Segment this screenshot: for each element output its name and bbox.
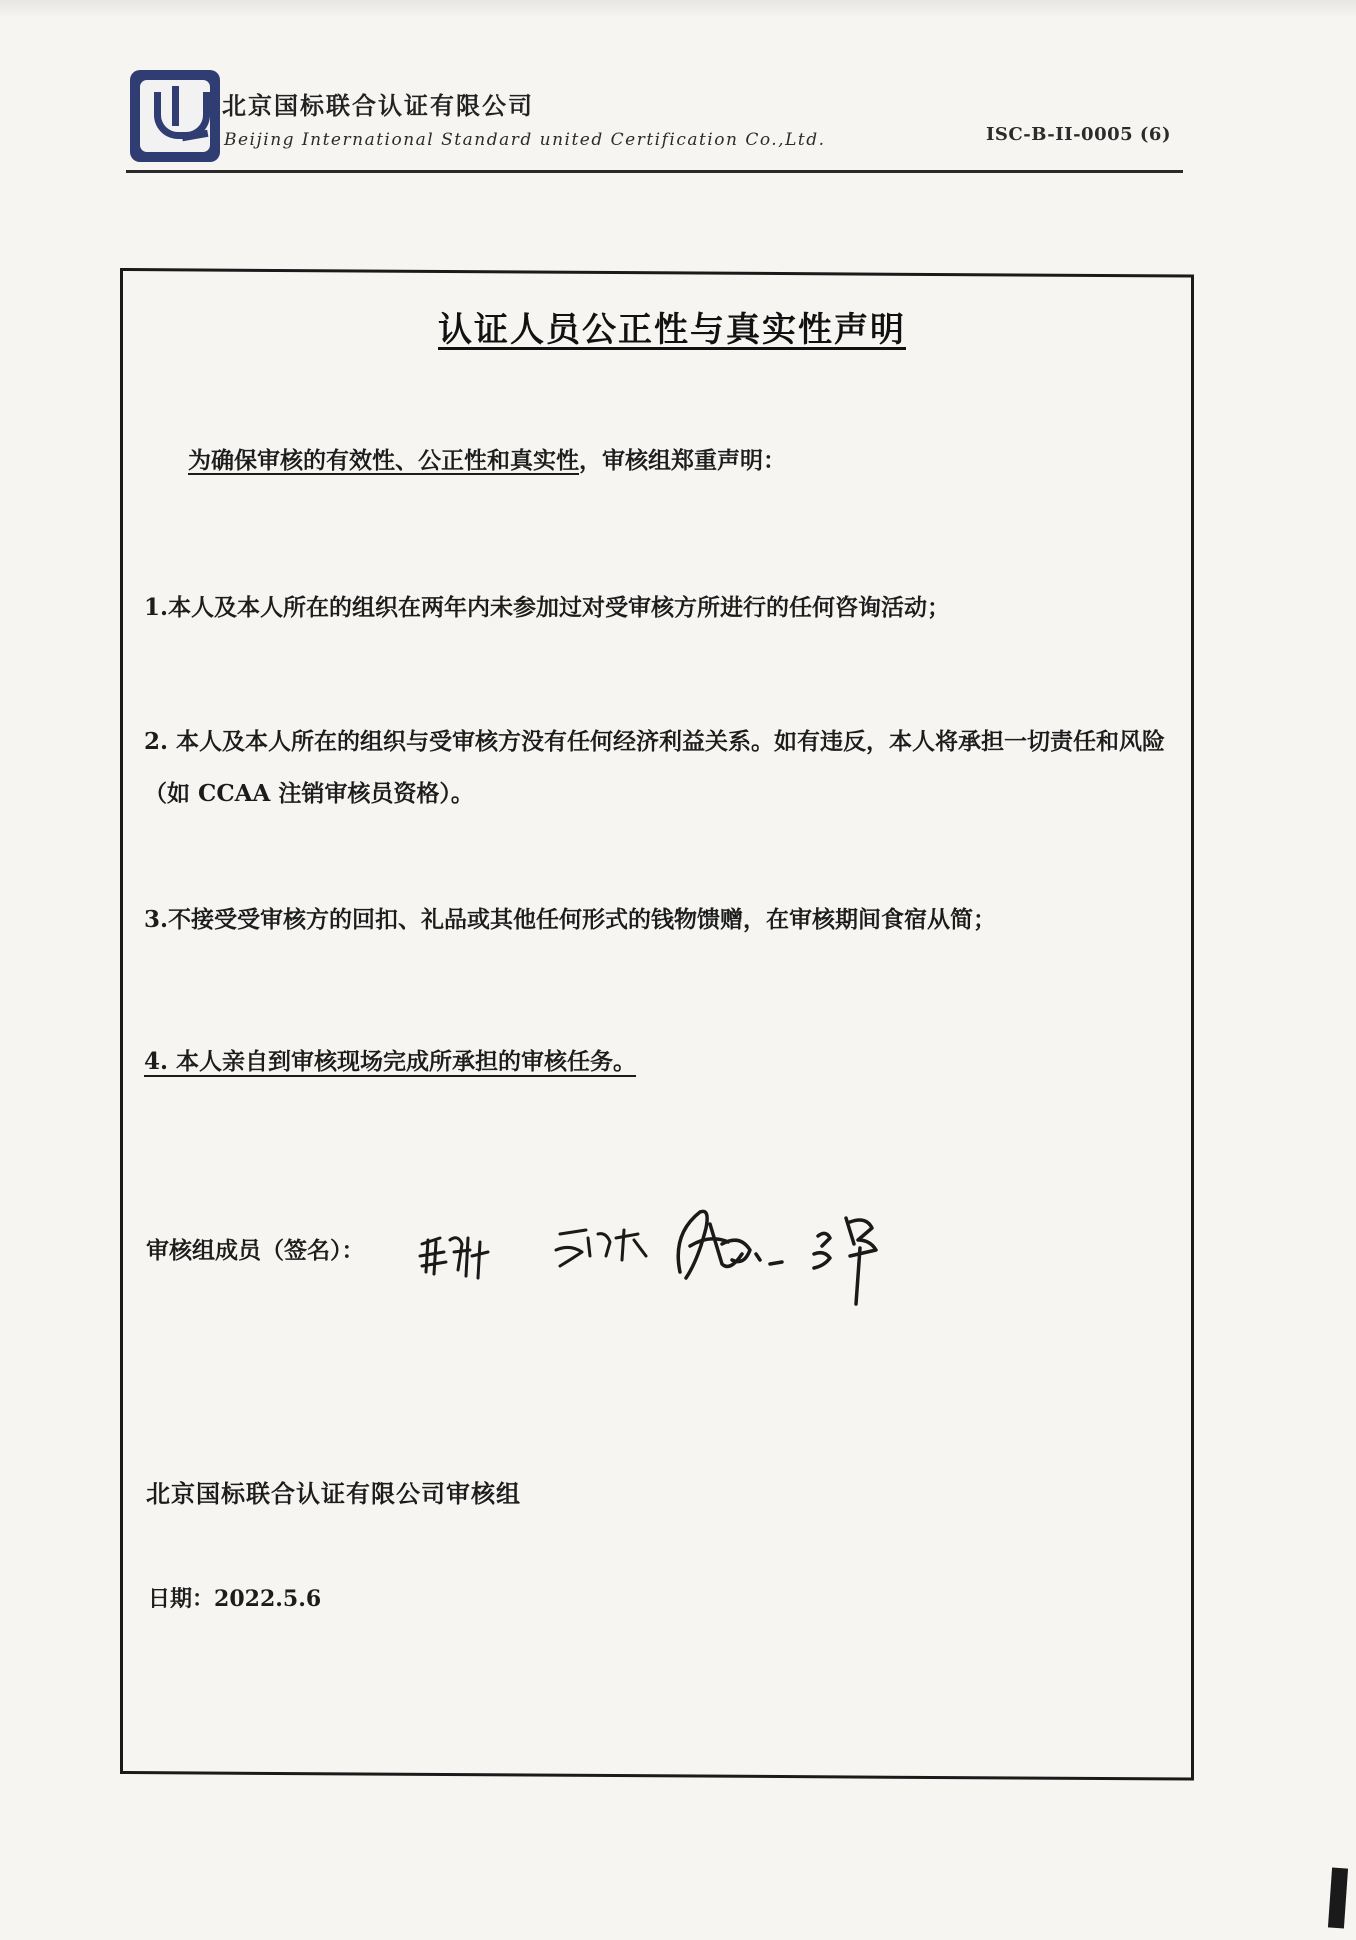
scan-corner-mark	[1328, 1868, 1348, 1929]
date-field	[148, 1582, 321, 1613]
company-name-cn: 北京国标联合认证有限公司	[222, 91, 534, 120]
intro-rest-text: ，审核组郑重声明：	[579, 447, 786, 474]
clause-4: 4. 本人亲自到审核现场完成所承担的审核任务。	[144, 1048, 637, 1075]
date-value: 2022.5.6	[214, 1586, 322, 1612]
intro-statement	[188, 442, 786, 475]
date-label: 日期：	[148, 1586, 215, 1612]
company-logo-icon	[130, 70, 220, 162]
form-title: 认证人员公正性与真实性声明	[438, 310, 906, 350]
clause-2: 2. 本人及本人所在的组织与受审核方没有任何经济利益关系。如有违反，本人将承担一切责任和风险（如 CCAA 注销审核员资格）。	[144, 728, 1166, 807]
clause-3: 3.不接受受审核方的回扣、礼品或其他任何形式的钱物馈赠，在审核期间食宿从简；	[144, 906, 997, 933]
handwritten-signatures	[410, 1194, 930, 1314]
clause-1: 1.本人及本人所在的组织在两年内未参加过对受审核方所进行的任何咨询活动；	[144, 594, 951, 621]
document-code: ISC-B-II-0005 (6)	[986, 124, 1171, 145]
signature-label: 审核组成员（签名）：	[146, 1237, 365, 1264]
audit-team-organization: 北京国标联合认证有限公司审核组	[146, 1479, 521, 1508]
header-divider	[126, 170, 1183, 173]
company-name-en: Beijing International Standard united Certification Co.,Ltd.	[224, 130, 826, 150]
intro-underlined-text: 为确保审核的有效性、公正性和真实性	[188, 447, 579, 474]
declaration-form-border	[120, 268, 1194, 1781]
page-edge-shadow	[0, 0, 1356, 18]
